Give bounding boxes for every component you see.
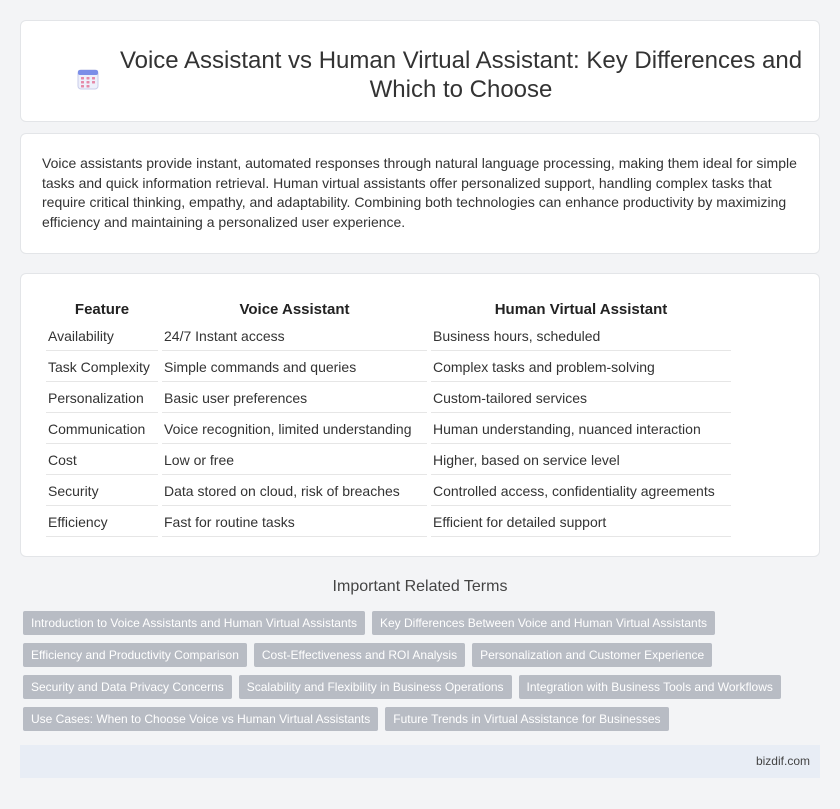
tag-row	[23, 643, 813, 667]
comparison-table	[42, 296, 735, 539]
related-term-tag[interactable]: Scalability and Flexibility in Business Operations	[239, 675, 512, 699]
table-row	[46, 415, 731, 444]
table-row	[46, 384, 731, 413]
table-cell: Custom-tailored services	[431, 384, 731, 413]
footer-site-link[interactable]: bizdif.com	[755, 754, 810, 768]
table-cell: Voice recognition, limited understanding	[162, 415, 427, 444]
table-cell: Complex tasks and problem-solving	[431, 353, 731, 382]
summary-paragraph: Voice assistants provide instant, automated responses through natural language processing, making them ideal for simple tasks and quick information retrieval. Human virtual assistants offer personalized support, handling complex tasks that require critical thinking, empathy, and adaptability. Combining both technologies can enhance productivity by maximizing efficiency and maintaining a personalized user experience.	[42, 155, 797, 230]
footer	[20, 745, 820, 778]
table-cell: Efficiency	[46, 508, 158, 537]
table-cell: Availability	[46, 322, 158, 351]
table-cell: Task Complexity	[46, 353, 158, 382]
table-cell: Controlled access, confidentiality agreements	[431, 477, 731, 506]
tag-row	[23, 675, 813, 699]
column-header-feature: Feature	[74, 300, 130, 318]
related-term-tag[interactable]: Use Cases: When to Choose Voice vs Human Virtual Assistants	[23, 707, 378, 731]
table-row	[46, 446, 731, 475]
page-title: Voice Assistant vs Human Virtual Assistant: Key Differences and Which to Choose	[119, 47, 803, 103]
table-cell: Business hours, scheduled	[431, 322, 731, 351]
table-row	[46, 508, 731, 537]
table-cell: Human understanding, nuanced interaction	[431, 415, 731, 444]
table-cell: Fast for routine tasks	[162, 508, 427, 537]
column-header-voice-assistant: Voice Assistant	[239, 300, 350, 318]
table-cell: Data stored on cloud, risk of breaches	[162, 477, 427, 506]
related-term-tag[interactable]: Introduction to Voice Assistants and Human Virtual Assistants	[23, 611, 365, 635]
calendar-icon	[76, 67, 100, 91]
related-term-tag[interactable]: Security and Data Privacy Concerns	[23, 675, 232, 699]
table-cell: Efficient for detailed support	[431, 508, 731, 537]
table-cell: Communication	[46, 415, 158, 444]
title-card	[20, 20, 820, 122]
table-cell: 24/7 Instant access	[162, 322, 427, 351]
table-cell: Higher, based on service level	[431, 446, 731, 475]
tag-row	[23, 611, 813, 635]
comparison-card	[20, 273, 820, 557]
table-cell: Low or free	[162, 446, 427, 475]
table-cell: Basic user preferences	[162, 384, 427, 413]
table-cell: Security	[46, 477, 158, 506]
related-term-tag[interactable]: Key Differences Between Voice and Human Virtual Assistants	[372, 611, 715, 635]
table-cell: Simple commands and queries	[162, 353, 427, 382]
table-cell: Personalization	[46, 384, 158, 413]
related-term-tag[interactable]: Cost-Effectiveness and ROI Analysis	[254, 643, 465, 667]
table-row	[46, 477, 731, 506]
table-row	[46, 353, 731, 382]
related-terms-tags	[23, 611, 813, 739]
related-terms-heading: Important Related Terms	[332, 578, 508, 595]
related-term-tag[interactable]: Personalization and Customer Experience	[472, 643, 712, 667]
column-header-human-virtual-assistant: Human Virtual Assistant	[494, 300, 668, 318]
related-term-tag[interactable]: Integration with Business Tools and Workflows	[519, 675, 781, 699]
related-term-tag[interactable]: Future Trends in Virtual Assistance for Businesses	[385, 707, 668, 731]
summary-card	[20, 133, 820, 254]
tag-row	[23, 707, 813, 731]
table-row	[46, 322, 731, 351]
table-cell: Cost	[46, 446, 158, 475]
related-term-tag[interactable]: Efficiency and Productivity Comparison	[23, 643, 247, 667]
table-header-row	[46, 298, 731, 320]
